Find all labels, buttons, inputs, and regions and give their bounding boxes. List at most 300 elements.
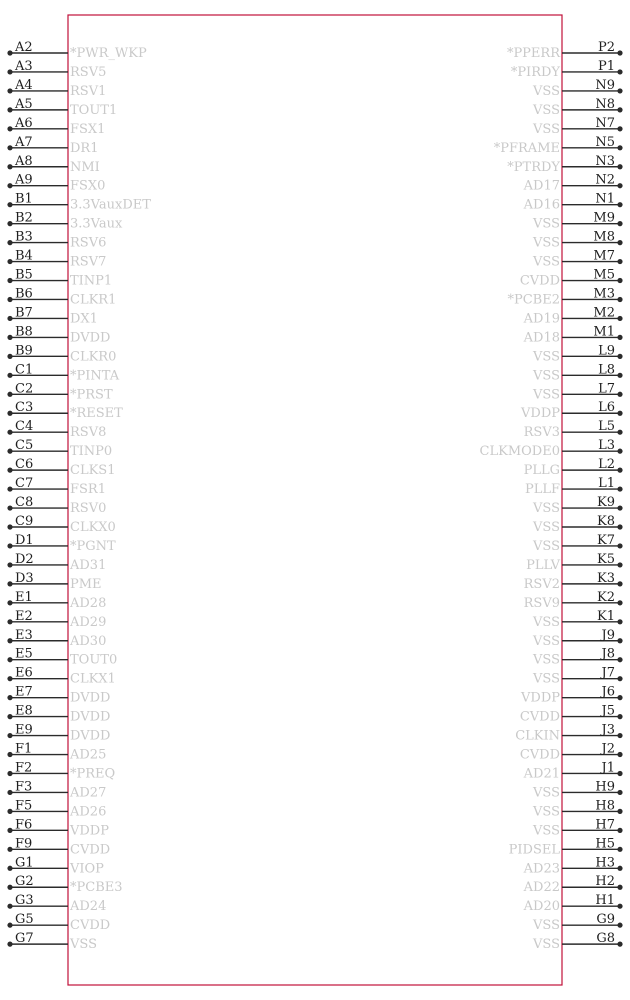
- signal-name: VSS: [533, 937, 560, 953]
- pin: [509, 836, 623, 857]
- pin-end-dot: [7, 543, 12, 548]
- pin-end-dot: [7, 126, 12, 131]
- signal-name: RSV8: [70, 425, 107, 441]
- pin-end-dot: [7, 809, 12, 814]
- pin-number: J7: [601, 665, 615, 681]
- signal-name: CLKX1: [70, 671, 116, 687]
- signal-name: PIDSEL: [508, 842, 560, 858]
- pin-number: L3: [598, 438, 615, 454]
- pin: [524, 571, 623, 592]
- pin-number: N2: [595, 172, 615, 188]
- pin-end-dot: [7, 107, 12, 112]
- pin-end-dot: [617, 505, 622, 510]
- pin-number: E1: [15, 589, 33, 605]
- signal-name: NMI: [70, 159, 100, 175]
- pin-end-dot: [617, 316, 622, 321]
- signal-name: AD19: [523, 311, 560, 327]
- pin: [7, 590, 106, 611]
- pin-number: M2: [593, 305, 615, 321]
- pin-number: L9: [598, 343, 615, 359]
- pin-number: M3: [593, 286, 615, 302]
- pin-end-dot: [617, 297, 622, 302]
- pin-number: N7: [595, 115, 615, 131]
- pin-number: D2: [15, 551, 34, 567]
- pin-number: K9: [597, 495, 615, 511]
- pin-end-dot: [7, 69, 12, 74]
- signal-name: VSS: [533, 918, 560, 934]
- signal-name: DX1: [70, 311, 98, 327]
- pin-end-dot: [617, 904, 622, 909]
- pin-number: M5: [593, 267, 615, 283]
- pin-number: D1: [15, 532, 34, 548]
- pin-number: J1: [601, 760, 615, 776]
- pin-end-dot: [617, 581, 622, 586]
- signal-name: CVDD: [519, 273, 560, 289]
- pin: [7, 324, 110, 345]
- pin-number: D3: [15, 570, 34, 586]
- pin-number: E7: [15, 684, 33, 700]
- pin: [7, 173, 105, 194]
- pin-number: N9: [595, 77, 615, 93]
- signal-name: AD28: [70, 595, 107, 611]
- pin-number: B2: [15, 210, 33, 226]
- pin-number: E6: [15, 665, 33, 681]
- signal-name: RSV2: [523, 576, 560, 592]
- pin-end-dot: [7, 657, 12, 662]
- pin-end-dot: [7, 354, 12, 359]
- pin: [532, 362, 623, 383]
- pin-end-dot: [7, 847, 12, 852]
- pin: [7, 760, 115, 781]
- pin: [7, 419, 106, 440]
- signal-name: *PFRAME: [493, 140, 560, 156]
- pin-number: H2: [595, 874, 615, 890]
- pin-end-dot: [617, 183, 622, 188]
- signal-name: DVDD: [70, 728, 111, 744]
- pin: [7, 666, 115, 687]
- pin-end-dot: [7, 923, 12, 928]
- pin: [532, 97, 623, 118]
- signal-name: VSS: [533, 671, 560, 687]
- pin-number: F2: [15, 760, 33, 776]
- pin-number: L6: [598, 400, 615, 416]
- pin-number: C6: [15, 457, 34, 473]
- pin-number: C8: [15, 495, 34, 511]
- pin-number: B1: [15, 191, 33, 207]
- pin-end-dot: [617, 562, 622, 567]
- pin-end-dot: [7, 904, 12, 909]
- pin: [523, 855, 623, 876]
- pin: [7, 230, 106, 251]
- pin-end-dot: [617, 449, 622, 454]
- signal-name: *PCBE3: [70, 880, 123, 896]
- pin-number: H9: [595, 779, 615, 795]
- pin: [7, 647, 117, 668]
- pin-number: B7: [15, 305, 33, 321]
- pin: [532, 495, 623, 516]
- signal-name: VDDP: [70, 823, 109, 839]
- pin-end-dot: [7, 259, 12, 264]
- pin-number: E3: [15, 627, 33, 643]
- pin-number: F3: [15, 779, 33, 795]
- pin: [7, 438, 112, 459]
- pin-end-dot: [617, 468, 622, 473]
- pin-number: A7: [15, 134, 33, 150]
- pin-number: B5: [15, 267, 33, 283]
- pin-end-dot: [617, 695, 622, 700]
- pin: [7, 628, 106, 649]
- pin: [532, 817, 623, 838]
- pin-end-dot: [617, 676, 622, 681]
- pin: [7, 893, 106, 914]
- pin-end-dot: [7, 562, 12, 567]
- pin-end-dot: [617, 771, 622, 776]
- pin-end-dot: [617, 600, 622, 605]
- pin-end-dot: [617, 828, 622, 833]
- pin-end-dot: [617, 809, 622, 814]
- signal-name: *PTRDY: [507, 159, 560, 175]
- signal-name: VDDP: [521, 690, 560, 706]
- signal-name: VSS: [70, 937, 97, 953]
- pin-number: H3: [595, 855, 615, 871]
- signal-name: VSS: [533, 216, 560, 232]
- pin: [532, 116, 623, 137]
- pin-number: C1: [15, 362, 34, 378]
- pin: [7, 552, 106, 573]
- pin: [7, 268, 112, 289]
- pin-number: A4: [15, 77, 33, 93]
- pin-end-dot: [7, 449, 12, 454]
- pin-end-dot: [7, 468, 12, 473]
- pin-end-dot: [7, 373, 12, 378]
- pin: [7, 476, 106, 497]
- pin-number: G1: [15, 855, 34, 871]
- pin-number: H7: [595, 817, 615, 833]
- pin: [7, 362, 119, 383]
- signal-name: VSS: [533, 804, 560, 820]
- pin: [532, 533, 623, 554]
- pin: [7, 116, 105, 137]
- pin-number: E5: [15, 646, 33, 662]
- pin: [523, 173, 623, 194]
- pin-end-dot: [7, 316, 12, 321]
- signal-name: VSS: [533, 633, 560, 649]
- pin-end-dot: [617, 202, 622, 207]
- pin-number: E8: [15, 703, 33, 719]
- signal-name: PLLF: [524, 482, 560, 498]
- signal-name: AD23: [523, 861, 560, 877]
- pin-end-dot: [7, 638, 12, 643]
- pin-number: M8: [593, 229, 615, 245]
- signal-name: AD27: [70, 785, 107, 801]
- pin: [532, 343, 623, 364]
- pin: [520, 268, 623, 289]
- pin-number: N1: [595, 191, 615, 207]
- signal-name: *PIRDY: [510, 64, 560, 80]
- pin-number: C7: [15, 476, 34, 492]
- signal-name: AD22: [523, 880, 560, 896]
- pin-number: B6: [15, 286, 33, 302]
- pin-number: N8: [595, 96, 615, 112]
- pin-end-dot: [7, 278, 12, 283]
- pin-end-dot: [617, 354, 622, 359]
- pin: [523, 192, 623, 213]
- pin-end-dot: [617, 335, 622, 340]
- pin-number: C9: [15, 514, 34, 529]
- signal-name: *PPERR: [506, 46, 560, 61]
- signal-name: PME: [70, 576, 102, 592]
- signal-name: AD26: [70, 804, 107, 820]
- pin-end-dot: [617, 411, 622, 416]
- pin: [7, 457, 115, 478]
- pin-end-dot: [617, 638, 622, 643]
- pin: [7, 798, 106, 819]
- pin: [7, 40, 147, 61]
- signal-name: *PINTA: [70, 368, 120, 384]
- pin: [7, 78, 106, 99]
- pin-end-dot: [7, 50, 12, 55]
- pin-end-dot: [617, 88, 622, 93]
- signal-name: CLKIN: [515, 728, 560, 744]
- signal-name: CVDD: [70, 918, 111, 934]
- pin-end-dot: [7, 88, 12, 93]
- signal-name: *PGNT: [70, 538, 116, 554]
- right-pin-group: [480, 40, 623, 952]
- signal-name: *PWR_WKP: [70, 46, 147, 61]
- pin-end-dot: [617, 524, 622, 529]
- signal-name: *PREQ: [70, 766, 116, 782]
- signal-name: VSS: [533, 102, 560, 118]
- signal-name: AD20: [523, 899, 560, 915]
- pin-end-dot: [617, 50, 622, 55]
- signal-name: RSV9: [523, 595, 560, 611]
- signal-name: VSS: [533, 652, 560, 668]
- pin-end-dot: [7, 335, 12, 340]
- pin: [7, 685, 110, 706]
- pin-end-dot: [7, 202, 12, 207]
- pin-number: F6: [15, 817, 33, 833]
- pin-number: A3: [15, 58, 33, 74]
- signal-name: AD21: [523, 766, 560, 782]
- pin: [7, 817, 109, 838]
- signal-name: AD30: [70, 633, 107, 649]
- pin-number: A8: [15, 153, 33, 169]
- pin-end-dot: [7, 411, 12, 416]
- pin-end-dot: [617, 790, 622, 795]
- pin-number: C3: [15, 400, 34, 416]
- pin: [7, 571, 101, 592]
- pin-number: B3: [15, 229, 33, 245]
- pin: [520, 742, 623, 763]
- pin-number: J9: [601, 627, 615, 643]
- pin-end-dot: [7, 828, 12, 833]
- pin-number: C2: [15, 381, 34, 397]
- pin-end-dot: [7, 790, 12, 795]
- signal-name: *RESET: [70, 406, 123, 422]
- pin-end-dot: [7, 240, 12, 245]
- pin-number: H8: [595, 798, 615, 814]
- pin: [532, 381, 623, 402]
- signal-name: TINP1: [70, 273, 113, 289]
- pin-end-dot: [7, 752, 12, 757]
- pin-end-dot: [7, 430, 12, 435]
- pin-end-dot: [617, 657, 622, 662]
- signal-name: TINP0: [70, 444, 113, 460]
- pin: [520, 685, 623, 706]
- pin-end-dot: [617, 126, 622, 131]
- pin-end-dot: [7, 221, 12, 226]
- pin: [7, 855, 104, 876]
- pin-end-dot: [7, 885, 12, 890]
- pin: [7, 723, 110, 744]
- pin: [7, 836, 110, 857]
- signal-name: AD29: [70, 614, 107, 630]
- pin: [7, 912, 110, 933]
- pin: [7, 779, 106, 800]
- pin-number: L8: [598, 362, 615, 378]
- pin-number: G5: [15, 912, 34, 928]
- signal-name: CLKMODE0: [479, 444, 560, 460]
- pin-end-dot: [7, 866, 12, 871]
- signal-name: *PCBE2: [507, 292, 560, 308]
- signal-name: *PRST: [70, 387, 113, 403]
- signal-name: VDDP: [521, 406, 560, 422]
- pin-end-dot: [7, 733, 12, 738]
- signal-name: PLLV: [526, 557, 560, 573]
- pin-end-dot: [7, 942, 12, 947]
- pin: [480, 438, 623, 459]
- signal-name: RSV1: [70, 83, 107, 99]
- signal-name: RSV3: [523, 425, 560, 441]
- pin-number: K7: [597, 532, 615, 548]
- pin: [532, 628, 623, 649]
- pin: [524, 419, 623, 440]
- pin-end-dot: [7, 619, 12, 624]
- pin-number: A2: [15, 40, 33, 55]
- pin: [520, 704, 623, 725]
- pin: [532, 798, 623, 819]
- signal-name: 3.3VauxDET: [70, 197, 151, 213]
- pin-end-dot: [7, 297, 12, 302]
- pin-end-dot: [617, 221, 622, 226]
- pin-number: G9: [596, 912, 615, 928]
- signal-name: AD25: [70, 747, 107, 763]
- pin-number: K3: [597, 570, 615, 586]
- pin: [7, 211, 123, 232]
- signal-name: DVDD: [70, 690, 111, 706]
- pin: [507, 154, 622, 175]
- pin: [7, 931, 97, 952]
- pin-number: K1: [597, 608, 615, 624]
- pin-end-dot: [7, 714, 12, 719]
- signal-name: VSS: [533, 614, 560, 630]
- pin-end-dot: [617, 543, 622, 548]
- signal-name: CVDD: [70, 842, 111, 858]
- pin: [525, 476, 623, 497]
- pin: [532, 931, 623, 952]
- pin-end-dot: [7, 771, 12, 776]
- pin-end-dot: [617, 392, 622, 397]
- pin-end-dot: [7, 164, 12, 169]
- pin: [526, 552, 622, 573]
- pin-number: P1: [597, 58, 615, 74]
- pin-end-dot: [7, 524, 12, 529]
- pin: [7, 704, 110, 725]
- pin-end-dot: [617, 164, 622, 169]
- pin-number: H5: [595, 836, 615, 852]
- signal-name: VSS: [533, 254, 560, 270]
- pin-number: L2: [598, 457, 615, 473]
- pin-end-dot: [617, 145, 622, 150]
- signal-name: VSS: [533, 823, 560, 839]
- signal-name: AD31: [70, 557, 107, 573]
- pin-number: H1: [595, 893, 615, 909]
- signal-name: VSS: [533, 520, 560, 535]
- pin-number: N3: [595, 153, 615, 169]
- pin-number: M1: [593, 324, 615, 340]
- signal-name: 3.3Vaux: [70, 216, 123, 232]
- signal-name: TOUT0: [70, 652, 118, 668]
- pin-end-dot: [7, 392, 12, 397]
- pin-number: M7: [593, 248, 615, 264]
- pin-number: J6: [601, 684, 615, 700]
- signal-name: FSX0: [70, 178, 106, 194]
- pin: [520, 400, 623, 421]
- pin-end-dot: [617, 866, 622, 871]
- pin-end-dot: [7, 600, 12, 605]
- pin-end-dot: [617, 259, 622, 264]
- signal-name: DVDD: [70, 330, 111, 346]
- pin: [7, 305, 98, 326]
- signal-name: AD16: [523, 197, 560, 213]
- signal-name: CVDD: [519, 709, 560, 725]
- signal-name: CLKR0: [70, 349, 117, 365]
- pin: [7, 343, 116, 364]
- pin: [7, 381, 113, 402]
- signal-name: RSV6: [70, 235, 107, 251]
- signal-name: AD18: [523, 330, 560, 346]
- signal-name: VSS: [533, 349, 560, 365]
- signal-name: CVDD: [519, 747, 560, 763]
- signal-name: DVDD: [70, 709, 111, 725]
- pin-number: P2: [597, 40, 615, 55]
- pin: [523, 324, 623, 345]
- pin: [532, 514, 623, 535]
- pin-number: K2: [597, 589, 615, 605]
- signal-name: VSS: [533, 501, 560, 517]
- pin: [7, 135, 98, 156]
- signal-name: AD17: [523, 178, 560, 194]
- pin-end-dot: [7, 676, 12, 681]
- pin: [7, 874, 122, 895]
- pin-number: A6: [15, 115, 33, 131]
- pin: [507, 286, 622, 307]
- pin: [532, 779, 623, 800]
- pin-end-dot: [7, 581, 12, 586]
- pin: [523, 760, 623, 781]
- pin-end-dot: [617, 278, 622, 283]
- pin-end-dot: [617, 942, 622, 947]
- signal-name: RSV7: [70, 254, 107, 270]
- pin-end-dot: [617, 430, 622, 435]
- pin: [532, 230, 623, 251]
- pin: [7, 742, 106, 763]
- pin-end-dot: [617, 69, 622, 74]
- pin: [7, 495, 106, 516]
- pin-end-dot: [617, 373, 622, 378]
- pin-number: F9: [15, 836, 33, 852]
- pin: [523, 874, 623, 895]
